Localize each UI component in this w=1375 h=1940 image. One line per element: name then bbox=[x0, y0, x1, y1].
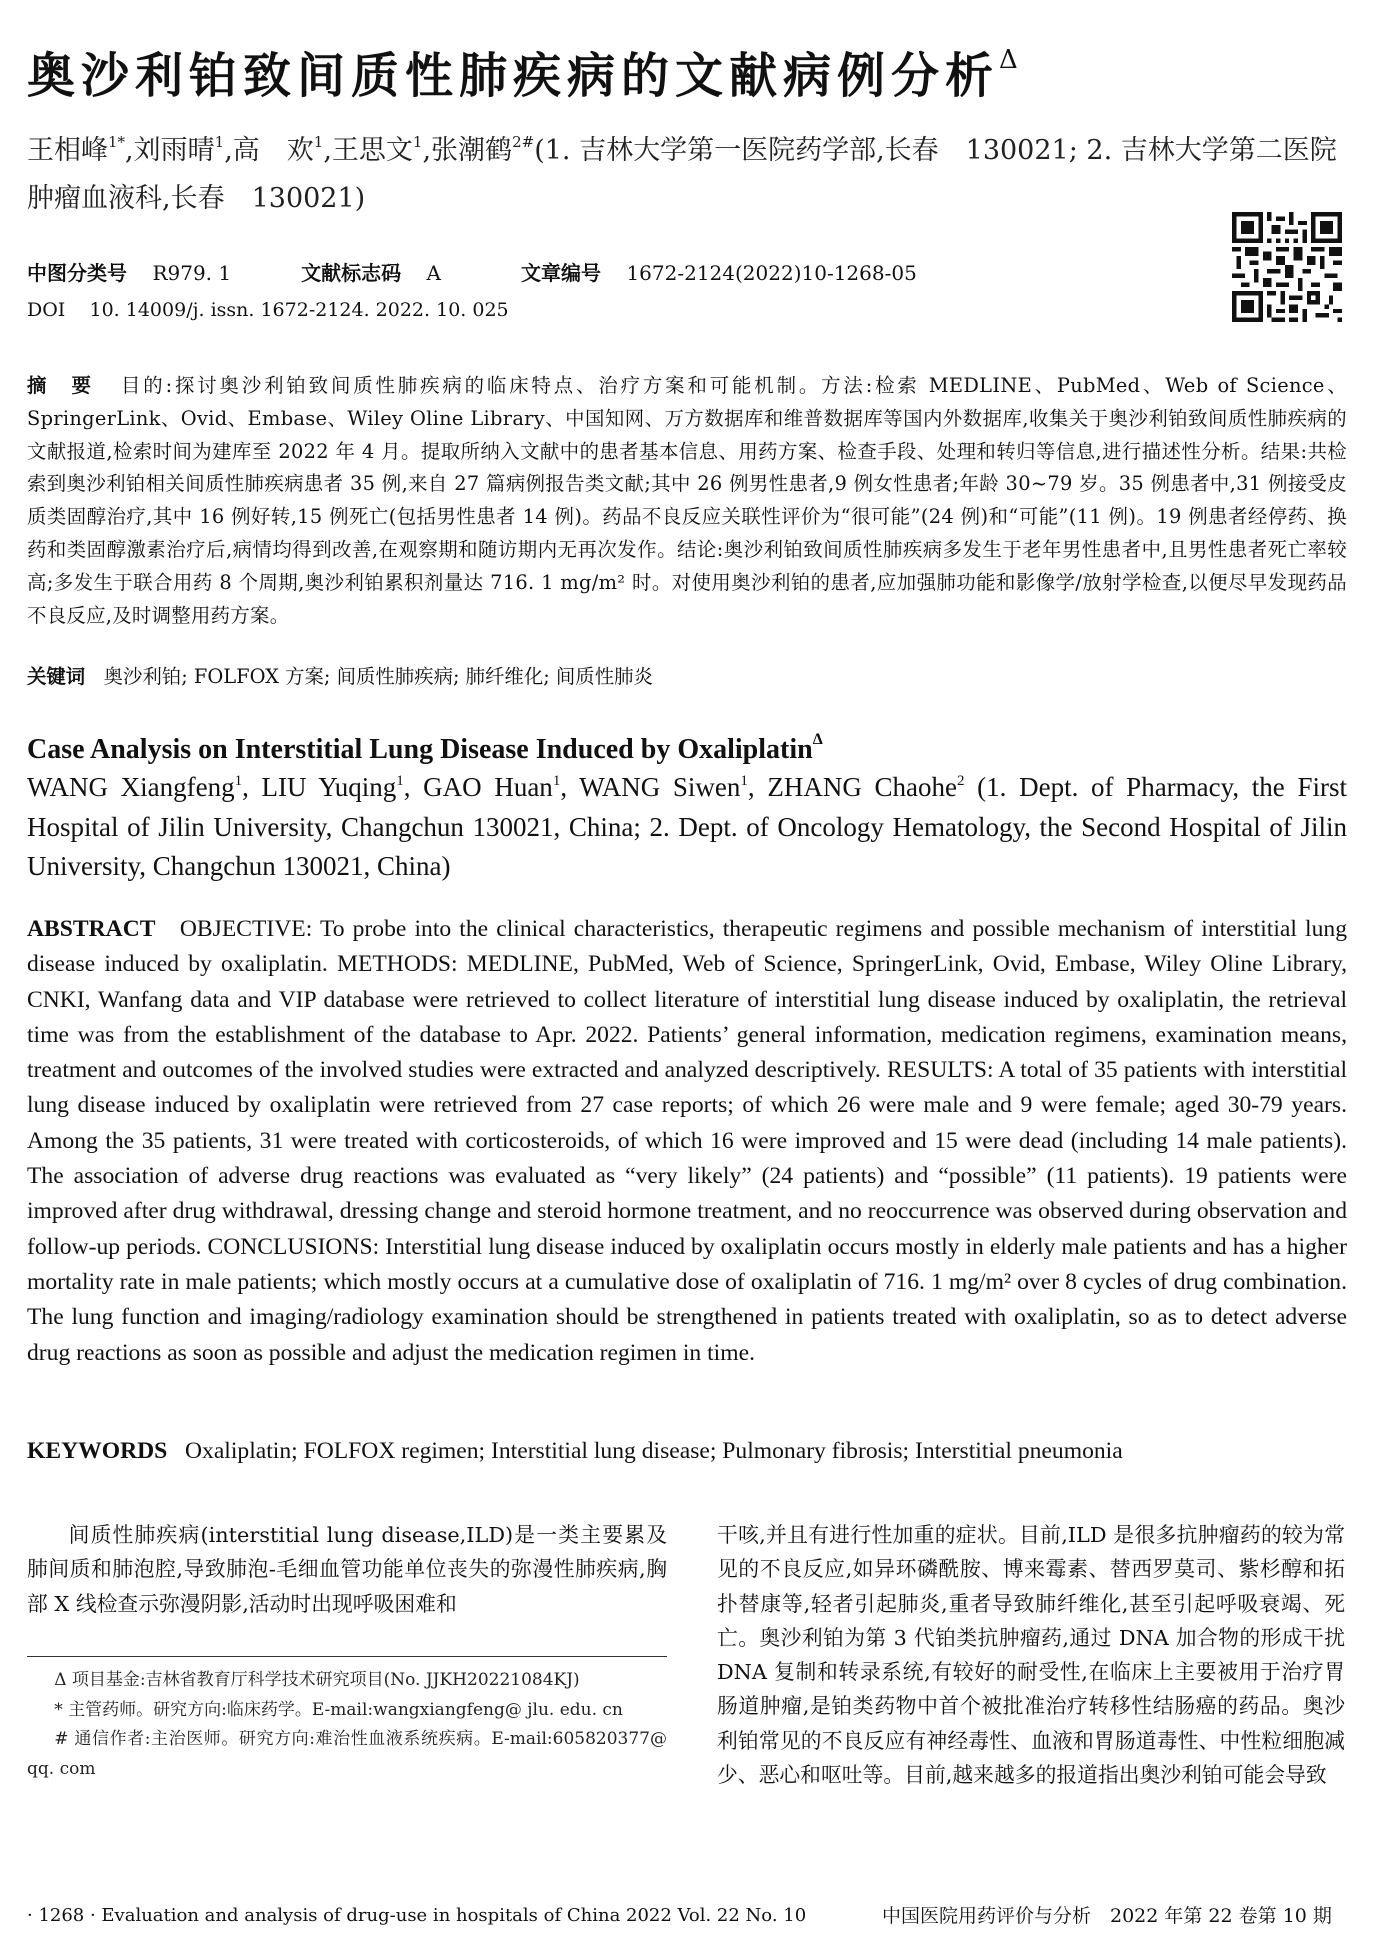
footnote-fund: Δ 项目基金:吉林省教育厅科学技术研究项目(No. JJKH20221084KJ) bbox=[54, 1670, 580, 1690]
title-en-text: Case Analysis on Interstitial Lung Disease Induced by Oxaliplatin bbox=[27, 734, 813, 765]
authors-en: WANG Xiangfeng$^1$, LIU Yuqing$^1$, GAO Huan$^1$, WANG Siwen$^1$, ZHANG Chaohe$^2$ (1. Dept. of Pharmacy, the First Hospital of Jilin University, Changchun 130021, China; 2. Dept. of Oncology Hematology, the Second Hospital of Jilin University, Changchun 130021, China) bbox=[27, 772, 1347, 881]
doi-line bbox=[27, 295, 509, 325]
doi-label: DOI bbox=[27, 299, 66, 321]
authors-cn: 王相峰$^{1*}$,刘雨晴$^1$,高 欢$^1$,王思文$^1$,张潮鹤$^{2\#}$(1. 吉林大学第一医院药学部,长春 130021; 2. 吉林大学第二医院肿瘤血液科,长春 130021) bbox=[27, 133, 1337, 214]
classification-line bbox=[27, 258, 917, 288]
footnotes bbox=[27, 1666, 667, 1784]
abstract-en-label: ABSTRACT bbox=[27, 916, 156, 942]
keywords-cn-label: 关键词 bbox=[27, 665, 86, 688]
footnote-corresponding: # 通信作者:主治医师。研究方向:难治性血液系统疾病。E-mail:605820377@ qq. com bbox=[27, 1729, 667, 1779]
keywords-en-label: KEYWORDS bbox=[27, 1438, 168, 1464]
keywords-en bbox=[27, 1434, 1347, 1468]
abstract-cn bbox=[27, 370, 1347, 632]
abstract-cn-label: 摘 要 bbox=[27, 374, 94, 397]
running-footer-left: · 1268 · Evaluation and analysis of drug-use in hospitals of China 2022 Vol. 22 No. 10 bbox=[27, 1905, 807, 1926]
abstract-en-text: OBJECTIVE: To probe into the clinical characteristics, therapeutic regimens and possible mechanism of interstitial lung disease induced by oxaliplatin. METHODS: MEDLINE, PubMed, Web of Science, SpringerLink, Ovid, Embase, Wiley Oline Library, CNKI, Wanfang data and VIP database were retrieved to collect literature of interstitial lung disease induced by oxaliplatin, the retrieval time was from the establishment of the database to Apr. 2022. Patients’ general information, medication regimens, examination means, treatment and outcomes of the involved studies were extracted and analyzed descriptively. RESULTS: A total of 35 patients with interstitial lung disease induced by oxaliplatin were retrieved from 27 case reports; of which 26 were male and 9 were female; aged 30-79 years. Among the 35 patients, 31 were treated with corticosteroids, of which 16 were improved and 15 were dead (including 14 male patients). The association of adverse drug reactions was evaluated as “very likely” (24 patients) and “possible” (11 patients). 19 patients were improved after drug withdrawal, dressing change and steroid hormone treatment, and no reoccurrence was observed during observation and follow-up periods. CONCLUSIONS: Interstitial lung disease induced by oxaliplatin occurs mostly in elderly male patients and has a higher mortality rate in male patients; which mostly occurs at a cumulative dose of oxaliplatin of 716. 1 mg/m² over 8 cycles of drug combination. The lung function and imaging/radiology examination should be strengthened in patients treated with oxaliplatin, so as to detect adverse drug reactions as soon as possible and adjust the medication regimen in time. bbox=[27, 916, 1347, 1366]
keywords-cn bbox=[27, 661, 1347, 693]
keywords-en-text: Oxaliplatin; FOLFOX regimen; Interstitial lung disease; Pulmonary fibrosis; Interstitial pneumonia bbox=[184, 1438, 1123, 1464]
doi-value: 10. 14009/j. issn. 1672-2124. 2022. 10. 025 bbox=[89, 299, 509, 321]
title-text: 奥沙利铂致间质性肺疾病的文献病例分析 bbox=[27, 48, 1000, 104]
clc-value: R979. 1 bbox=[152, 261, 232, 285]
abstract-en bbox=[27, 912, 1347, 1371]
running-footer-right: 中国医院用药评价与分析 2022 年第 22 卷第 10 期 bbox=[882, 1905, 1332, 1927]
doc-code-value: A bbox=[426, 261, 441, 285]
article-no-value: 1672-2124(2022)10-1268-05 bbox=[626, 261, 917, 285]
body-column-right: 干咳,并且有进行性加重的症状。目前,ILD 是很多抗肿瘤药的较为常见的不良反应,如异环磷酰胺、博来霉素、替西罗莫司、紫杉醇和拓扑替康等,轻者引起肺炎,重者导致肺纤维化,甚至引起呼吸衰竭、死亡。奥沙利铂为第 3 代铂类抗肿瘤药,通过 DNA 加合物的形成干扰 DNA 复制和转录系统,有较好的耐受性,在临床上主要被用于治疗胃肠道肿瘤,是铂类药物中首个被批准治疗转移性结肠癌的药品。奥沙利铂常见的不良反应有神经毒性、血液和胃肠道毒性、中性粒细胞减少、恶心和呕吐等。目前,越来越多的报道指出奥沙利铂可能会导致 bbox=[717, 1523, 1345, 1788]
body-column-left: 间质性肺疾病(interstitial lung disease,ILD)是一类主要累及肺间质和肺泡腔,导致肺泡-毛细血管功能单位丧失的弥漫性肺疾病,胸部 X 线检查示弥漫阴影,活动时出现呼吸困难和 bbox=[27, 1523, 667, 1616]
footnote-divider bbox=[27, 1656, 667, 1657]
footnote-first-author: * 主管药师。研究方向:临床药学。E-mail:wangxiangfeng@ jlu. edu. cn bbox=[54, 1699, 623, 1720]
qr-code-icon bbox=[1232, 212, 1342, 322]
article-title-cn bbox=[27, 30, 1018, 106]
article-no-label: 文章编号 bbox=[521, 261, 601, 285]
abstract-cn-text: 目的:探讨奥沙利铂致间质性肺疾病的临床特点、治疗方案和可能机制。方法:检索 MEDLINE、PubMed、Web of Science、SpringerLink、Ovid、Embase、Wiley Oline Library、中国知网、万方数据库和维普数据库等国内外数据库,收集关于奥沙利铂致间质性肺疾病的文献报道,检索时间为建库至 2022 年 4 月。提取所纳入文献中的患者基本信息、用药方案、检查手段、处理和转归等信息,进行描述性分析。结果:共检索到奥沙利铂相关间质性肺疾病患者 35 例,来自 27 篇病例报告类文献;其中 26 例男性患者,9 例女性患者;年龄 30~79 岁。35 例患者中,31 例接受皮质类固醇治疗,其中 16 例好转,15 例死亡(包括男性患者 14 例)。药品不良反应关联性评价为“很可能”(24 例)和“可能”(11 例)。19 例患者经停药、换药和类固醇激素治疗后,病情均得到改善,在观察期和随访期内无再次发作。结论:奥沙利铂致间质性肺疾病多发生于老年男性患者中,且男性患者死亡率较高;多发生于联合用药 8 个周期,奥沙利铂累积剂量达 716. 1 mg/m² 时。对使用奥沙利铂的患者,应加强肺功能和影像学/放射学检查,以便尽早发现药品不良反应,及时调整用药方案。 bbox=[27, 374, 1347, 627]
title-fund-mark: Δ bbox=[999, 45, 1018, 75]
clc-label: 中图分类号 bbox=[27, 261, 127, 285]
keywords-cn-text: 奥沙利铂; FOLFOX 方案; 间质性肺疾病; 肺纤维化; 间质性肺炎 bbox=[103, 665, 653, 688]
title-en-fund-mark: Δ bbox=[812, 731, 823, 748]
doc-code-label: 文献标志码 bbox=[301, 261, 402, 285]
